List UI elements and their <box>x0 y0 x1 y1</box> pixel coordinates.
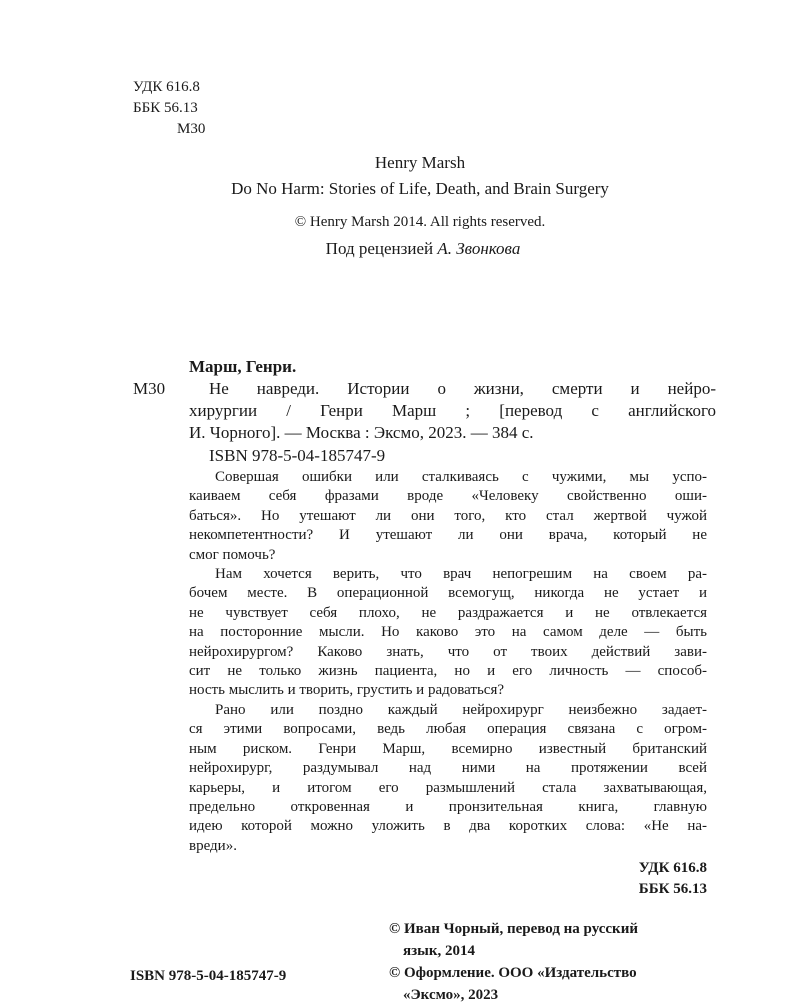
annotation-line: бочем месте. В операционной всемогущ, никогда не устает и <box>189 585 707 602</box>
copyright-line: © Оформление. ООО «Издательство <box>389 965 637 981</box>
description-line: хирургии / Генри Марш ; [перевод с английского <box>189 401 716 420</box>
description-line: Не навреди. Истории о жизни, смерти и нейро- <box>209 379 716 398</box>
author-mark: М30 <box>177 121 206 137</box>
reviewer-name: А. Звонкова <box>437 239 521 258</box>
annotation-line: смог помочь? <box>189 546 276 563</box>
catalog-mark: М30 <box>133 379 166 398</box>
annotation-line: некомпетентности? И утешают ли они врача, который не <box>189 527 707 544</box>
review-line <box>0 238 800 260</box>
annotation-paragraph-1 <box>189 468 707 565</box>
annotation-paragraph-3 <box>189 701 707 856</box>
annotation-line: сит не только жизнь пациента, но и его личность — способ- <box>189 662 707 679</box>
catalog-description <box>189 378 716 444</box>
annotation-line: Рано или поздно каждый нейрохирург неизбежно задает- <box>215 702 707 718</box>
footer-copyright <box>389 918 638 1006</box>
annotation-line: не чувствует себя плохо, не раздражается и не отвлекается <box>189 604 707 621</box>
annotation-line: предельно откровенная и пронзительная книга, главную <box>189 798 707 815</box>
annotation-line: карьеры, и итогом его размышлений стала захватывающая, <box>189 779 707 796</box>
annotation-line: баться». Но утешают ли они того, кто стал жертвой чужой <box>189 507 707 524</box>
footer-isbn: ISBN 978-5-04-185747-9 <box>130 968 287 984</box>
annotation-line: ным риском. Генри Марш, всемирно известный британский <box>189 740 707 757</box>
annotation-paragraph-2 <box>189 565 707 701</box>
annotation-line: идею которой можно уложить в два коротких слова: «Не на- <box>189 818 707 835</box>
original-author: Henry Marsh <box>374 153 466 172</box>
bbk-code-bottom: ББК 56.13 <box>638 881 707 897</box>
annotation-line: Нам хочется верить, что врач непогрешим на своем ра- <box>215 566 707 582</box>
udk-code-bottom: УДК 616.8 <box>638 860 707 876</box>
catalog-author-heading: Марш, Генри. <box>189 357 297 376</box>
annotation-line: ность мыслить и творить, грустить и радоваться? <box>189 682 504 699</box>
review-prefix: Под рецензией <box>325 239 438 258</box>
annotation-line: на посторонние мысли. Но каково это на самом деле — быть <box>189 624 707 641</box>
copyright-line: «Эксмо», 2023 <box>403 987 499 1003</box>
udk-code: УДК 616.8 <box>133 79 200 95</box>
original-title: Do No Harm: Stories of Life, Death, and Brain Surgery <box>231 179 609 198</box>
annotation-line: ся этими вопросами, ведь любая операция связана с огром- <box>189 721 707 738</box>
description-line: И. Чорного]. — Москва : Эксмо, 2023. — 384 с. <box>189 423 534 442</box>
catalog-isbn: ISBN 978-5-04-185747-9 <box>209 446 386 465</box>
bbk-code: ББК 56.13 <box>133 100 198 116</box>
annotation-line: Совершая ошибки или сталкиваясь с чужими, мы успо- <box>215 469 707 485</box>
original-copyright: © Henry Marsh 2014. All rights reserved. <box>294 214 546 230</box>
copyright-line: язык, 2014 <box>403 943 475 959</box>
annotation-line: вреди». <box>189 837 237 854</box>
copyright-line: © Иван Чорный, перевод на русский <box>389 921 638 937</box>
annotation-line: нейрохирург, раздумывал над ними на протяжении всей <box>189 760 707 777</box>
annotation-line: каиваем себя фразами вроде «Человеку свойственно оши- <box>189 488 707 505</box>
annotation-line: нейрохирургом? Каково знать, что от твоих действий зави- <box>189 643 707 660</box>
